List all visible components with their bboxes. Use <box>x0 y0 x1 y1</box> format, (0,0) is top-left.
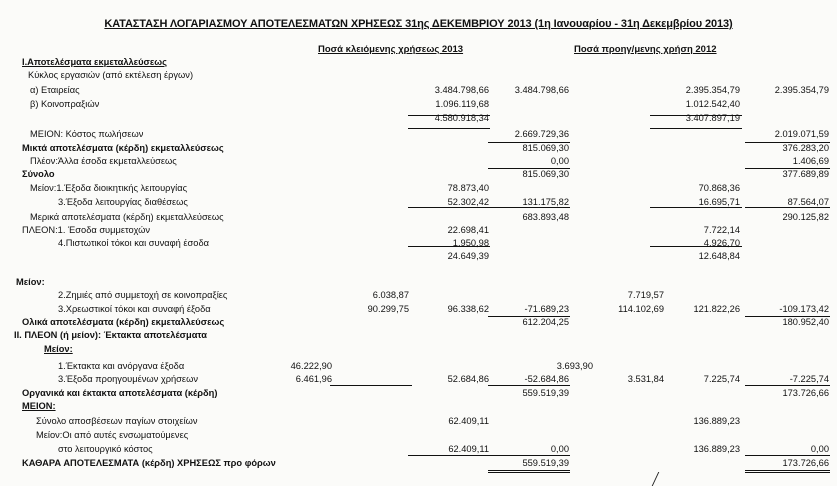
table-row <box>0 429 837 442</box>
amount-cell: 52.302,42 <box>447 197 489 207</box>
table-row <box>0 112 837 125</box>
amount-cell: 62.409,11 <box>448 444 489 454</box>
amount-cell: 3.693,90 <box>556 361 593 371</box>
amount-cell: 1.406,69 <box>792 156 829 166</box>
amount-cell: 52.684,86 <box>447 374 489 384</box>
amount-cell: 24.649,39 <box>447 251 489 261</box>
amount-cell: 136.889,23 <box>693 416 740 426</box>
row-label: Μείον:Οι από αυτές ενσωματούμενες <box>36 430 189 440</box>
row-label: Μικτά αποτελέσματα (κέρδη) εκμεταλλεύσεως <box>22 143 224 153</box>
amount-cell: 22.698,41 <box>447 225 489 235</box>
row-label: 3.Έξοδα λειτουργίας διαθέσεως <box>58 197 188 207</box>
row-label: Μείον: <box>16 277 45 287</box>
table-row <box>0 387 837 400</box>
amount-cell: 3.407.897,19 <box>685 113 740 123</box>
row-label: Ολικά αποτελέσματα (κέρδη) εκμεταλλεύσεως <box>22 317 225 327</box>
table-row <box>0 211 837 224</box>
table-row <box>0 56 837 69</box>
amount-cell: 4.580.918,34 <box>434 113 489 123</box>
amount-cell: 290.125,82 <box>782 212 829 222</box>
amount-cell: 114.102,69 <box>618 304 664 314</box>
amount-cell: 121.822,26 <box>693 304 740 314</box>
table-row <box>0 84 837 97</box>
amount-cell: 46.222,90 <box>290 361 332 371</box>
amount-cell: 3.484.798,66 <box>514 85 569 95</box>
amount-cell: 1.012.542,40 <box>685 99 740 109</box>
amount-cell: 78.873,40 <box>447 183 489 193</box>
amount-cell: 4.926,70 <box>703 238 740 248</box>
amount-cell: 0,00 <box>550 156 569 166</box>
table-row <box>0 316 837 329</box>
amount-cell: 683.893,48 <box>522 212 569 222</box>
table-row <box>0 415 837 428</box>
amount-cell: -109.173,42 <box>779 304 829 314</box>
amount-cell: 70.868,36 <box>698 183 740 193</box>
table-row <box>0 289 837 302</box>
amount-cell: 3.531,84 <box>627 374 664 384</box>
row-label: 4.Πιστωτικοί τόκοι και συναφή έσοδα <box>58 238 210 248</box>
table-row <box>0 69 837 82</box>
amount-cell: 6.461,96 <box>295 374 332 384</box>
row-label: α) Εταιρείας <box>30 85 80 95</box>
amount-cell: 376.283,20 <box>782 143 829 153</box>
amount-cell: 96.338,62 <box>447 304 489 314</box>
row-label: 2.Ζημιές από συμμετοχή σε κοινοπραξίες <box>58 290 228 300</box>
row-label: Μείον: <box>44 344 73 354</box>
row-label: στο λειτουργικό κόστος <box>58 444 153 454</box>
amount-cell: 612.204,25 <box>522 317 569 327</box>
amount-cell: -52.684,86 <box>524 374 569 384</box>
amount-cell: 173.726,66 <box>782 388 829 398</box>
row-label: I.Αποτελέσματα εκμεταλλεύσεως <box>22 57 167 67</box>
row-label: ΚΑΘΑΡΑ ΑΠΟΤΕΛΕΣΜΑΤΑ (κέρδη) ΧΡΗΣΕΩΣ προ φόρων <box>22 458 276 468</box>
amount-cell: 0,00 <box>810 444 829 454</box>
amount-cell: 173.726,66 <box>782 458 829 468</box>
amount-cell: 180.952,40 <box>782 317 829 327</box>
row-label: Μερικά αποτελέσματα (κέρδη) εκμεταλλεύσεως <box>30 212 224 222</box>
amount-cell: 12.648,84 <box>698 251 740 261</box>
amount-cell: 131.175,82 <box>522 197 569 207</box>
row-label: Σύνολο <box>22 169 55 179</box>
table-row <box>0 182 837 195</box>
amount-cell: 7.722,14 <box>703 225 740 235</box>
table-row <box>0 250 837 263</box>
amount-cell: 2.669.729,36 <box>514 129 569 139</box>
amount-cell: 62.409,11 <box>448 416 489 426</box>
amount-cell: 559.519,39 <box>522 388 569 398</box>
amount-cell: 1.950,98 <box>452 238 489 248</box>
table-row <box>0 128 837 141</box>
row-label: 3.Χρεωστικοί τόκοι και συναφή έξοδα <box>58 304 211 314</box>
row-label: ΜΕΙΟΝ: Κόστος πωλήσεων <box>30 129 144 139</box>
amount-cell: 815.069,30 <box>522 169 569 179</box>
amount-cell: 136.889,23 <box>693 444 740 454</box>
amount-cell: 3.484.798,66 <box>434 85 489 95</box>
table-row <box>0 329 837 342</box>
amount-cell: 7.225,74 <box>703 374 740 384</box>
table-row <box>0 400 837 413</box>
table-row <box>0 457 837 470</box>
row-label: Μείον:1.Έξοδα διοικητικής λειτουργίας <box>30 183 188 193</box>
amount-cell: -7.225,74 <box>789 374 829 384</box>
row-label: Σύνολο αποσβέσεων παγίων στοιχείων <box>36 416 198 426</box>
row-label: Κύκλος εργασιών (από εκτέλεση έργων) <box>28 70 194 80</box>
table-row <box>0 343 837 356</box>
amount-cell: 90.299,75 <box>367 304 409 314</box>
row-label: II. ΠΛΕΟΝ (ή μείον): Έκτακτα αποτελέσματα <box>14 330 208 340</box>
row-label: 1.Έκτακτα και ανόργανα έξοδα <box>58 361 185 371</box>
amount-cell: 377.689,89 <box>782 169 829 179</box>
table-row <box>0 98 837 111</box>
row-label: ΠΛΕΟΝ:1. Έσοδα συμμετοχών <box>22 225 150 235</box>
amount-cell: 2.019.071,59 <box>774 129 829 139</box>
row-label: Πλέον:Άλλα έσοδα εκμεταλλεύσεως <box>30 156 177 166</box>
table-row <box>0 373 837 386</box>
table-row <box>0 303 837 316</box>
table-row <box>0 360 837 373</box>
table-row <box>0 237 837 250</box>
row-label: β) Κοινοπραξιών <box>30 99 100 109</box>
amount-cell: 6.038,87 <box>372 290 409 300</box>
table-row <box>0 168 837 181</box>
amount-cell: 87.564,07 <box>787 197 829 207</box>
amount-cell: 16.695,71 <box>698 197 740 207</box>
previous-year-header: Ποσά προηγ/μενης χρήση 2012 <box>574 44 717 55</box>
amount-cell: 0,00 <box>550 444 569 454</box>
amount-cell: 2.395.354,79 <box>685 85 740 95</box>
amount-cell: 815.069,30 <box>522 143 569 153</box>
row-label: Οργανικά και έκτακτα αποτελέσματα (κέρδη) <box>22 388 218 398</box>
table-row <box>0 224 837 237</box>
amount-cell: 559.519,39 <box>522 458 569 468</box>
amount-cell: 1.096.119,68 <box>435 99 489 109</box>
amount-cell: -71.689,23 <box>524 304 569 314</box>
current-year-header: Ποσά κλειόμενης χρήσεως 2013 <box>318 44 464 55</box>
table-row <box>0 276 837 289</box>
amount-cell: 7.719,57 <box>627 290 664 300</box>
row-label: ΜΕΙΟΝ: <box>22 401 56 411</box>
table-row <box>0 142 837 155</box>
signature-mark <box>652 472 670 486</box>
table-row <box>0 155 837 168</box>
statement-title: ΚΑΤΑΣΤΑΣΗ ΛΟΓΑΡΙΑΣΜΟΥ ΑΠΟΤΕΛΕΣΜΑΤΩΝ ΧΡΗΣΕΩΣ 31ης ΔΕΚΕΜΒΡΙΟΥ 2013 (1η Ιανουαρίου - 31η Δεκεμβρίου 2013) <box>104 18 733 30</box>
row-label: 3.Έξοδα προηγουμένων χρήσεων <box>58 374 198 384</box>
amount-cell: 2.395.354,79 <box>774 85 829 95</box>
